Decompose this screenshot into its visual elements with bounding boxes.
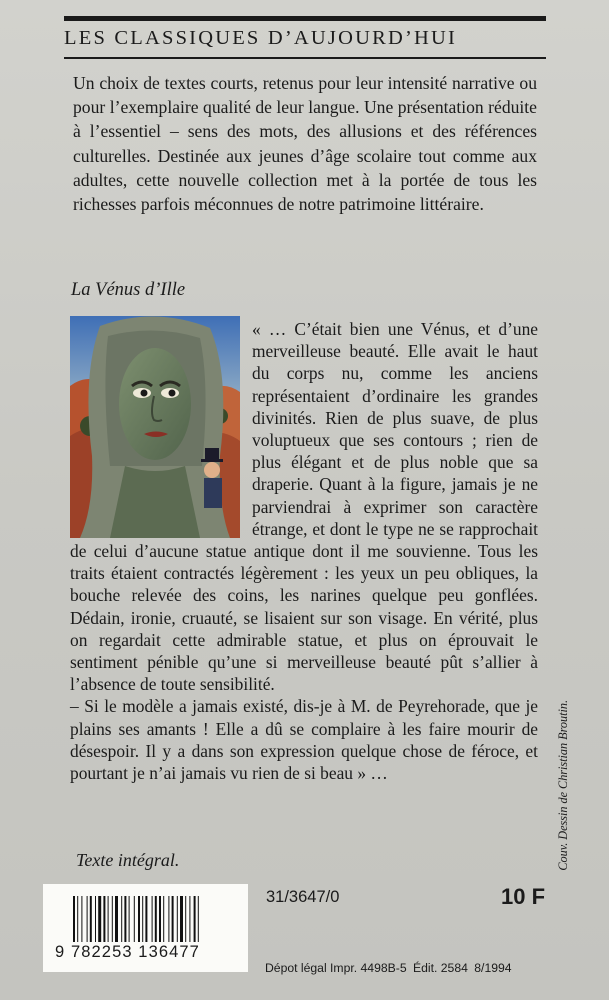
barcode-bar: [81, 896, 82, 942]
barcode-bar: [163, 896, 164, 942]
barcode-bars: [73, 896, 233, 942]
barcode-bar: [185, 896, 186, 942]
barcode-bar: [134, 896, 135, 942]
top-rule: [64, 16, 546, 21]
barcode-digits: 9 782253 136477: [55, 943, 200, 961]
isbn-barcode: [43, 884, 248, 972]
barcode-bar: [138, 896, 140, 942]
barcode-bar: [172, 896, 174, 942]
barcode-bar: [180, 896, 183, 942]
barcode-bar: [121, 896, 122, 942]
barcode-bar: [189, 896, 190, 942]
legal-edition: Édit. 2584: [413, 961, 468, 975]
excerpt-paragraph-2: – Si le modèle a jamais existé, dis-je à M. de Peyrehorade, que je plains ses amants ! Elle a dû se complaire à les faire mourir de désespoir. Il y a dans son expression quelque chose de féroce, et pourtant je n’ai jamais vu rien de si beau » …: [70, 696, 538, 784]
barcode-bar: [95, 896, 96, 942]
barcode-bar: [129, 896, 130, 942]
barcode-bar: [73, 896, 75, 942]
barcode-bar: [112, 896, 113, 942]
integral-text-note: Texte intégral.: [76, 850, 180, 870]
series-title: LES CLASSIQUES D’AUJOURD’HUI: [64, 27, 458, 49]
barcode-bar: [142, 896, 143, 942]
legal-depot: Dépot légal Impr. 4498B-5: [265, 961, 407, 975]
barcode-bar: [155, 896, 157, 942]
barcode-bar: [103, 896, 105, 942]
barcode-bar: [90, 896, 92, 942]
series-description: Un choix de textes courts, retenus pour leur intensité narrative ou pour l’exemplaire qualité de leur langue. Une présentation réduite à l’essentiel – sens des mots, des allusions et des références culturelles. Destinée aux jeunes d’âge scolaire tout comme aux adultes, cette nouvelle collection met à la portée de tous les richesses parfois méconnues de notre patrimoine littéraire.: [73, 73, 537, 215]
catalog-code: 31/3647/0: [266, 888, 340, 906]
barcode-bar: [177, 896, 178, 942]
barcode-bar: [159, 896, 161, 942]
legal-deposit: [265, 961, 515, 975]
price: 10 F: [501, 884, 546, 909]
illustration-spacer: [70, 318, 252, 540]
title-rule: [64, 57, 546, 59]
barcode-bar: [198, 896, 199, 942]
cover-credit: Couv. Dessin de Christian Broutin.: [556, 700, 570, 871]
barcode-bar: [108, 896, 109, 942]
book-title: La Vénus d’Ille: [71, 280, 186, 300]
excerpt-paragraph-1: « … C’était bien une Vénus, et d’une merveilleuse beauté. Elle avait le haut du corps nu, comme les anciens représentaient d’ordinaire les grandes divinités. Rien de plus suave, de plus voluptueux que ses contours ; rien de plus élégant et de plus noble que sa draperie. Quant à la figure, jamais je ne parviendrai à exprimer son caractère étrange, et dont le type ne se rapprochait de celui d’aucune statue antique dont il me souvienne. Tous les traits étaient contractés légèrement : les yeux un peu obliques, la bouche relevée des coins, les narines quelque peu gonflées. Dédain, ironie, cruauté, se lisaient sur son visage. En vérité, plus on regardait cette admirable statue, et plus on éprouvait le sentiment pénible qu’une si merveilleuse beauté pût s’allier à l’absence de toute sensibilité.: [70, 319, 538, 695]
barcode-bar: [194, 896, 196, 942]
barcode-bar: [168, 896, 169, 942]
excerpt: [70, 318, 538, 784]
barcode-bar: [77, 896, 78, 942]
legal-date: 8/1994: [474, 961, 512, 975]
barcode-bar: [87, 896, 88, 942]
barcode-bar: [98, 896, 101, 942]
barcode-bar: [145, 896, 147, 942]
barcode-bar: [152, 896, 153, 942]
barcode-bar: [124, 896, 126, 942]
barcode-bar: [115, 896, 118, 942]
